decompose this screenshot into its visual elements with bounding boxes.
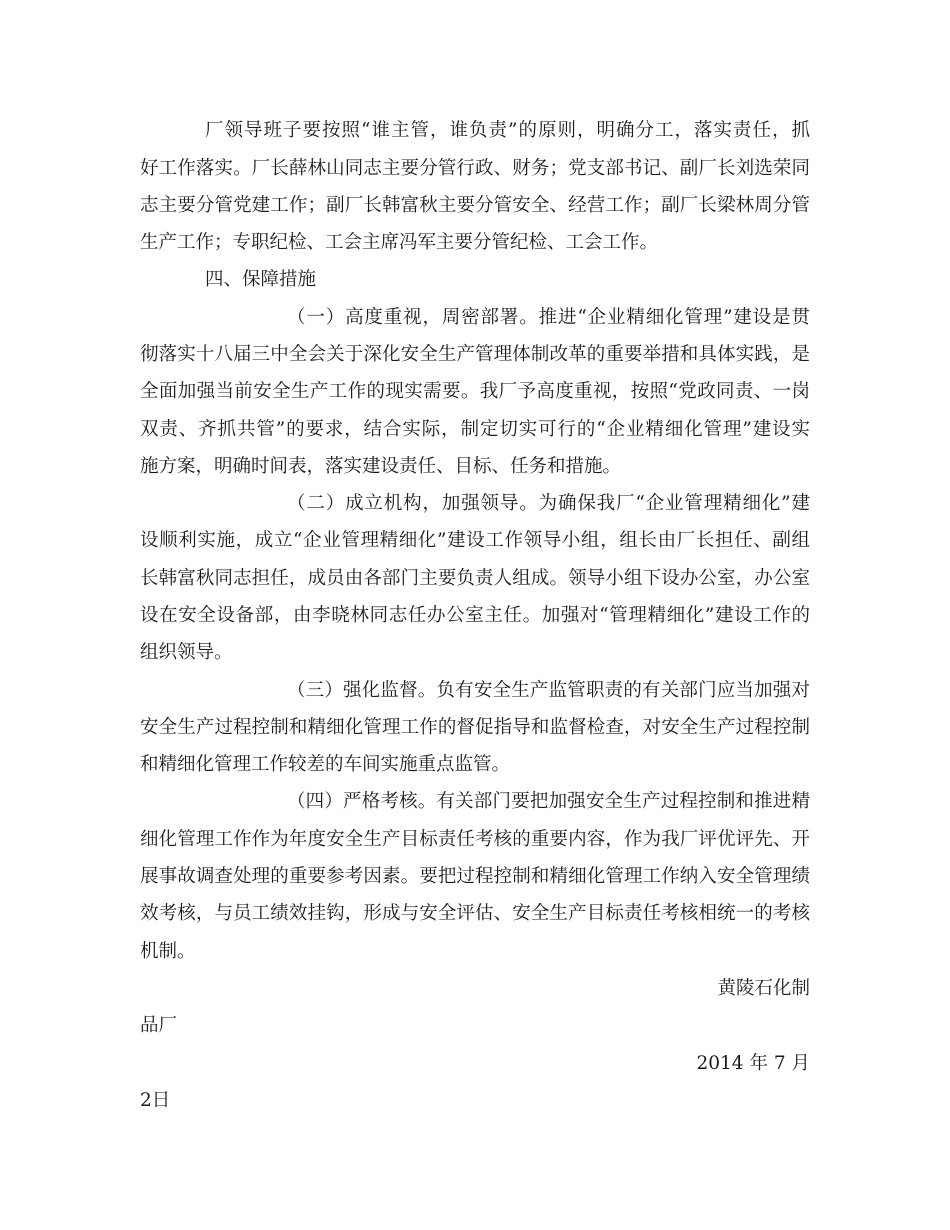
paragraph-line: 好工作落实。厂长薛林山同志主要分管行政、财务；党支部书记、副厂长刘选荣同 [140,158,810,179]
paragraph-line: 组织领导。 [140,642,233,663]
paragraph-line: （二）成立机构，加强领导。为确保我厂“企业管理精细化”建 [287,493,810,514]
paragraph-line: 机制。 [140,941,196,962]
paragraph-line: 施方案，明确时间表，落实建设责任、目标、任务和措施。 [140,456,622,477]
paragraph-line: 和精细化管理工作较差的车间实施重点监管。 [140,754,511,775]
paragraph-line: 设在安全设备部，由李晓林同志任办公室主任。加强对“管理精细化”建设工作的 [140,605,810,626]
paragraph-line: 彻落实十八届三中全会关于深化安全生产管理体制改革的重要举措和具体实践，是 [140,344,810,365]
paragraph-line: 长韩富秋同志担任，成员由各部门主要负责人组成。领导小组下设办公室，办公室 [140,568,810,589]
paragraph-line: 细化管理工作作为年度安全生产目标责任考核的重要内容，作为我厂评优评先、开 [140,829,810,850]
paragraph-line: 安全生产过程控制和精细化管理工作的督促指导和监督检查，对安全生产过程控制 [140,717,810,738]
section-heading: 四、保障措施 [205,269,317,290]
paragraph-line: 厂领导班子要按照“谁主管，谁负责”的原则，明确分工，落实责任，抓 [205,120,810,141]
signature-date-cont: 2日 [140,1090,171,1111]
paragraph-line: 双责、齐抓共管”的要求，结合实际，制定切实可行的“企业精细化管理”建设实 [140,419,810,440]
signature-date: 2014 年 7 月 [696,1053,810,1074]
signature-organization: 黄陵石化制 [717,978,810,999]
signature-organization-cont: 品厂 [140,1015,178,1036]
paragraph-line: （三）强化监督。负有安全生产监管职责的有关部门应当加强对 [287,680,810,701]
paragraph-line: （一）高度重视，周密部署。推进“企业精细化管理”建设是贯 [287,307,810,328]
paragraph-line: 效考核，与员工绩效挂钩，形成与安全评估、安全生产目标责任考核相统一的考核 [140,903,810,924]
paragraph-line: 全面加强当前安全生产工作的现实需要。我厂予高度重视，按照“党政同责、一岗 [140,381,810,402]
paragraph-line: 展事故调查处理的重要参考因素。要把过程控制和精细化管理工作纳入安全管理绩 [140,866,810,887]
paragraph-line: 设顺利实施，成立“企业管理精细化”建设工作领导小组，组长由厂长担任、副组 [140,530,810,551]
paragraph-line: （四）严格考核。有关部门要把加强安全生产过程控制和推进精 [287,791,810,812]
paragraph-line: 志主要分管党建工作；副厂长韩富秋主要分管安全、经营工作；副厂长梁林周分管 [140,195,810,216]
paragraph-line: 生产工作；专职纪检、工会主席冯军主要分管纪检、工会工作。 [140,232,659,253]
